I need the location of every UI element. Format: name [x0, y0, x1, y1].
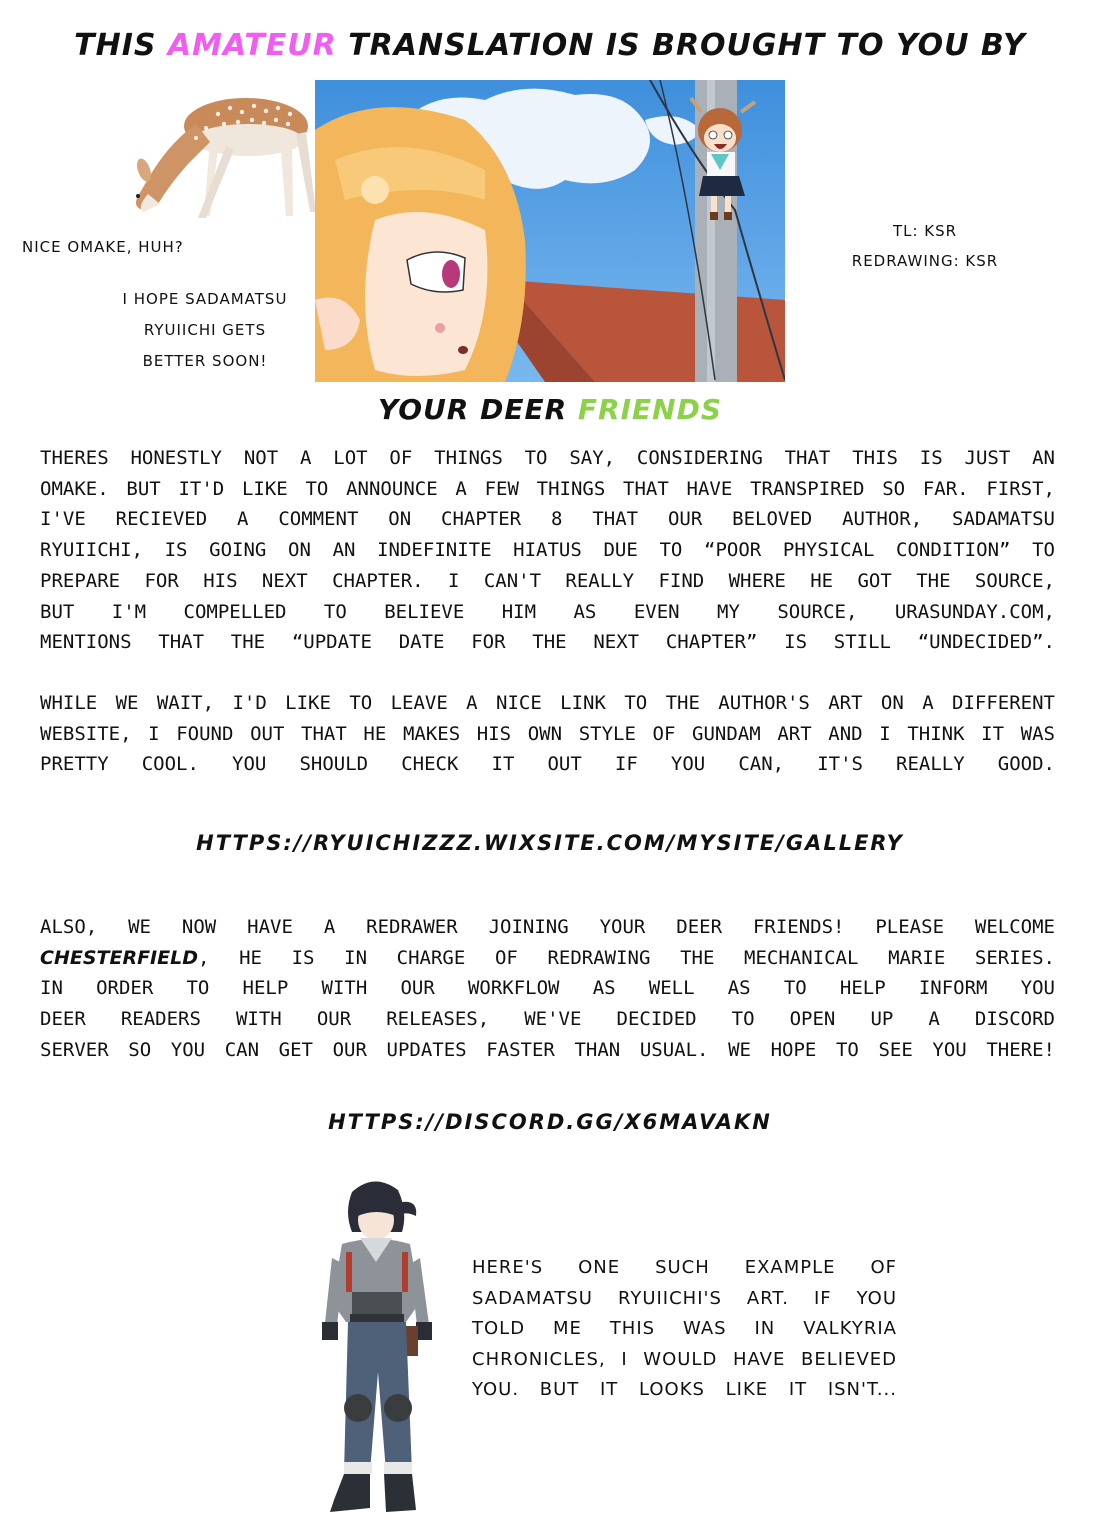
get-well-line: BETTER SOON!: [142, 352, 268, 370]
paragraph-line: ALSO, WE NOW HAVE A REDRAWER JOINING YOUR DEER FRIENDS! PLEASE WELCOME: [40, 916, 1055, 938]
paragraph-line: [40, 943, 1055, 974]
paragraph-line: PREPARE FOR HIS NEXT CHAPTER. I CAN'T REALLY FIND WHERE HE GOT THE SOURCE,: [40, 569, 1055, 592]
paragraph-line: MENTIONS THAT THE “UPDATE DATE FOR THE NEXT CHAPTER” IS STILL “UNDECIDED”.: [40, 631, 1055, 654]
page-title: [0, 28, 1100, 63]
paragraph-line: WEBSITE, I FOUND OUT THAT HE MAKES HIS OWN STYLE OF GUNDAM ART AND I THINK IT WAS: [40, 722, 1055, 745]
get-well-line: RYUIICHI GETS: [143, 321, 267, 339]
note-line: CHRONICLES, I WOULD HAVE BELIEVED: [472, 1348, 897, 1370]
note-line: TOLD ME THIS WAS IN VALKYRIA: [472, 1318, 897, 1339]
note-line: YOU. BUT IT LOOKS LIKE IT ISN'T...: [472, 1379, 897, 1400]
art-example-note: [472, 1253, 897, 1406]
group-name-pre: YOUR DEER: [377, 393, 568, 426]
paragraph-line: RYUIICHI, IS GOING ON AN INDEFINITE HIATUS DUE TO “POOR PHYSICAL CONDITION” TO: [40, 539, 1055, 562]
soldier-character-icon: [312, 1172, 442, 1518]
announcement-paragraph: [40, 443, 1055, 658]
paragraph-line: I'VE RECIEVED A COMMENT ON CHAPTER 8 THAT OUR BELOVED AUTHOR, SADAMATSU: [40, 508, 1055, 531]
deer-photo: [118, 84, 318, 224]
title-accent: AMATEUR: [167, 28, 337, 63]
title-post: TRANSLATION IS BROUGHT TO YOU BY: [348, 28, 1026, 63]
anime-screenshot: [315, 80, 785, 382]
credit-translator: TL: KSR: [892, 222, 958, 240]
discord-link[interactable]: HTTPS://DISCORD.GG/X6MAVAKN: [328, 1110, 772, 1134]
paragraph-line: IN ORDER TO HELP WITH OUR WORKFLOW AS WELL AS TO HELP INFORM YOU: [40, 977, 1055, 1000]
credit-redrawing: REDRAWING: KSR: [851, 252, 999, 270]
art-link-paragraph: [40, 688, 1055, 780]
paragraph-line: DEER READERS WITH OUR RELEASES, WE'VE DECIDED TO OPEN UP A DISCORD: [40, 1008, 1055, 1031]
credits: [830, 216, 1020, 276]
get-well-line: I HOPE SADAMATSU: [122, 290, 288, 308]
paragraph-line: THERES HONESTLY NOT A LOT OF THINGS TO SAY, CONSIDERING THAT THIS IS JUST AN: [40, 447, 1055, 469]
paragraph-line: BUT I'M COMPELLED TO BELIEVE HIM AS EVEN MY SOURCE, URASUNDAY.COM,: [40, 600, 1055, 623]
character-art: [312, 1172, 442, 1518]
paragraph-line: OMAKE. BUT IT'D LIKE TO ANNOUNCE A FEW THINGS THAT HAVE TRANSPIRED SO FAR. FIRST,: [40, 477, 1055, 500]
redrawer-name: CHESTERFIELD: [40, 946, 198, 969]
paragraph-line: SERVER SO YOU CAN GET OUR UPDATES FASTER THAN USUAL. WE HOPE TO SEE YOU THERE!: [40, 1038, 1055, 1061]
redrawer-paragraph: [40, 912, 1055, 1066]
gallery-link[interactable]: HTTPS://RYUICHIZZZ.WIXSITE.COM/MYSITE/GALLERY: [196, 831, 904, 855]
deer-icon: [118, 84, 318, 224]
note-line: HERE'S ONE SUCH EXAMPLE OF: [472, 1257, 897, 1278]
group-name: [0, 393, 1100, 426]
note-line: SADAMATSU RYUIICHI'S ART. IF YOU: [472, 1287, 897, 1309]
get-well-note: [100, 284, 310, 377]
paragraph-line: PRETTY COOL. YOU SHOULD CHECK IT OUT IF YOU CAN, IT'S REALLY GOOD.: [40, 753, 1055, 776]
paragraph-line: WHILE WE WAIT, I'D LIKE TO LEAVE A NICE LINK TO THE AUTHOR'S ART ON A DIFFERENT: [40, 692, 1055, 714]
nice-omake-note: NICE OMAKE, HUH?: [22, 238, 184, 256]
anime-scene-illustration: [315, 80, 785, 382]
paragraph-line-rest: , HE IS IN CHARGE OF REDRAWING THE MECHANICAL MARIE SERIES.: [197, 946, 1055, 969]
group-name-accent: FRIENDS: [577, 393, 722, 426]
title-pre: THIS: [74, 28, 157, 63]
